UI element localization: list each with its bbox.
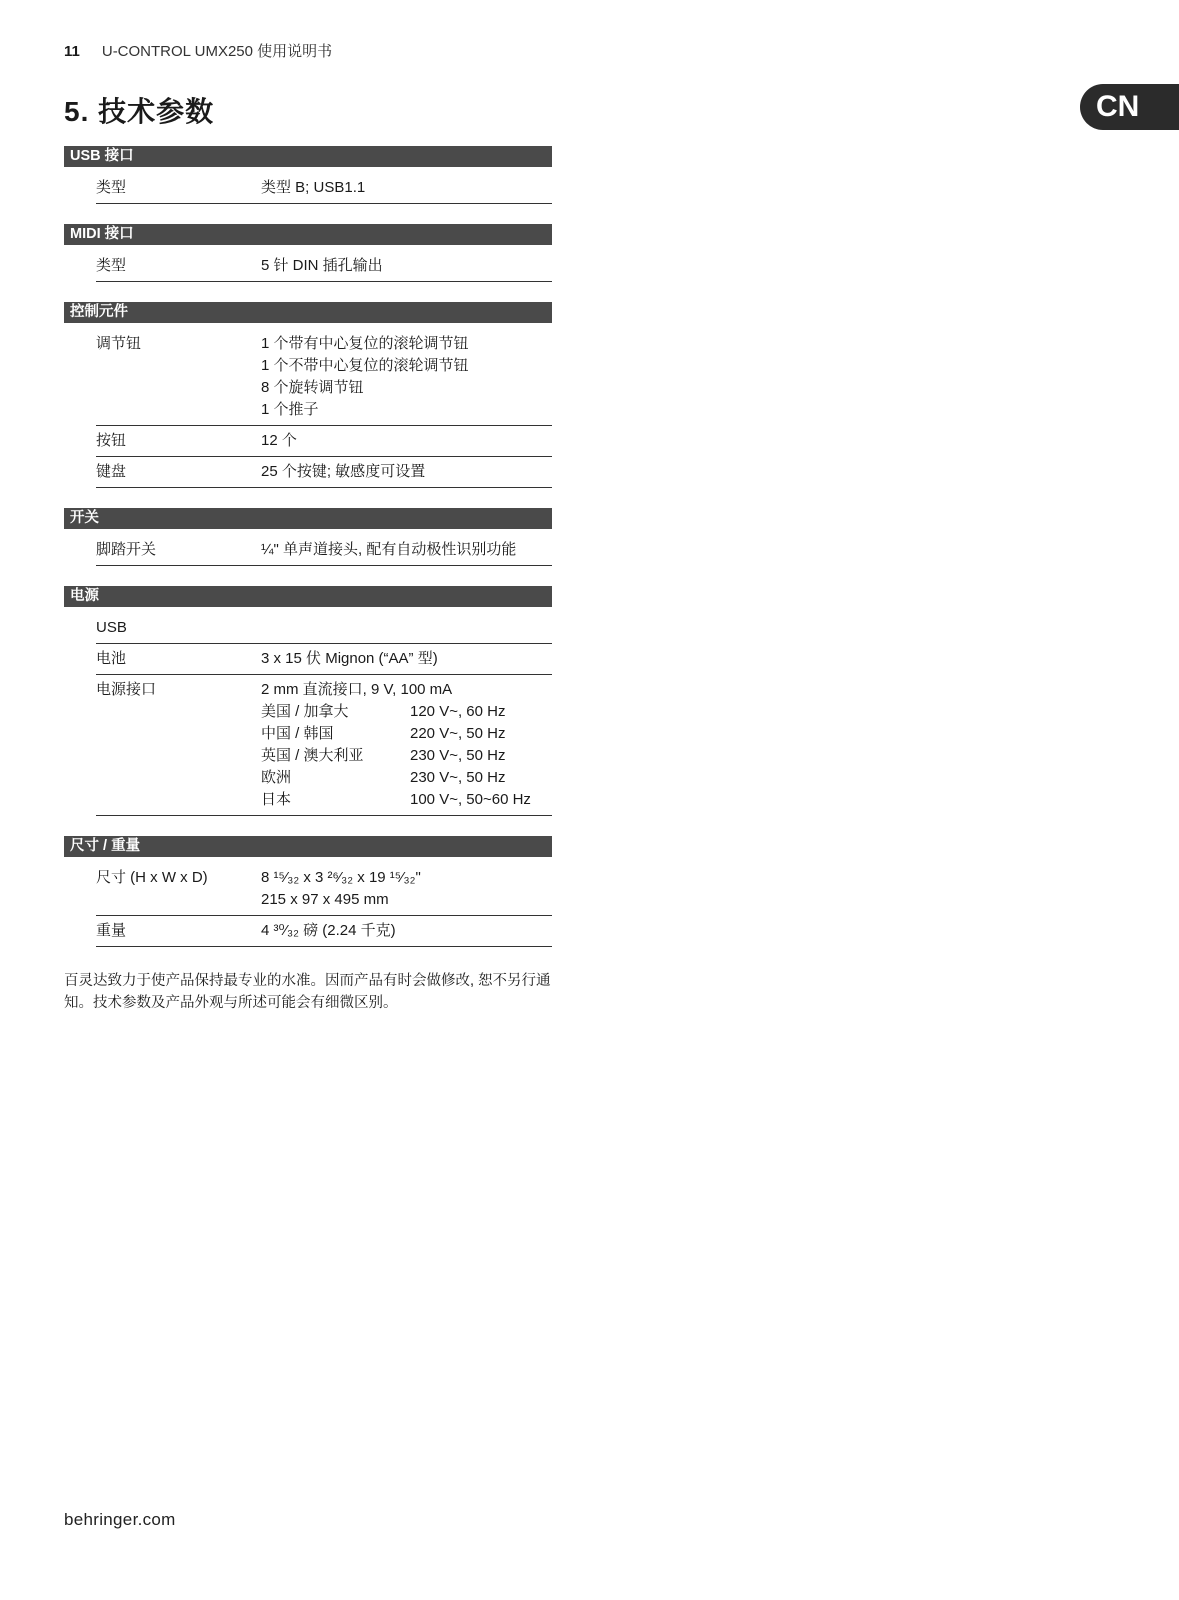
specifications-table — [64, 146, 552, 967]
spec-label: 电源接口 — [96, 681, 157, 698]
spec-value-line: 1 个带有中心复位的滚轮调节钮 — [261, 335, 469, 352]
spec-row — [96, 916, 552, 947]
spec-value-line: 25 个按键; 敏感度可设置 — [261, 463, 426, 480]
spec-label: 尺寸 (H x W x D) — [96, 869, 208, 886]
spec-row — [96, 863, 552, 916]
spec-group — [64, 836, 552, 947]
spec-value — [261, 255, 552, 277]
power-region-row — [261, 767, 552, 789]
spec-label: 调节钮 — [96, 335, 142, 352]
region-spec: 230 V~, 50 Hz — [410, 769, 506, 786]
spec-row — [96, 535, 552, 566]
spec-value-line: ¼" 单声道接头, 配有自动极性识别功能 — [261, 541, 517, 558]
spec-value-line: 8 ¹⁵⁄₃₂ x 3 ²⁶⁄₃₂ x 19 ¹⁵⁄₃₂" — [261, 869, 421, 886]
spec-group — [64, 586, 552, 816]
spec-value-line: 8 个旋转调节钮 — [261, 379, 364, 396]
spec-group-header: 电源 — [64, 586, 552, 607]
spec-value — [261, 867, 552, 911]
region-name: 中国 / 韩国 — [261, 725, 334, 742]
region-name: 日本 — [261, 791, 292, 808]
power-region-row — [261, 701, 552, 723]
spec-label: 类型 — [96, 179, 127, 196]
spec-group-header: 尺寸 / 重量 — [64, 836, 552, 857]
spec-row — [96, 329, 552, 426]
spec-row — [96, 457, 552, 488]
spec-value-line — [261, 617, 552, 639]
spec-group-header: 开关 — [64, 508, 552, 529]
spec-group-header: MIDI 接口 — [64, 224, 552, 245]
spec-value-line: 215 x 97 x 495 mm — [261, 891, 389, 908]
spec-value — [261, 461, 552, 483]
spec-value — [261, 648, 552, 670]
region-spec: 100 V~, 50~60 Hz — [410, 791, 531, 808]
spec-group — [64, 508, 552, 566]
spec-value-line: 1 个不带中心复位的滚轮调节钮 — [261, 357, 469, 374]
spec-label: 脚踏开关 — [96, 541, 157, 558]
spec-row — [96, 426, 552, 457]
power-region-row — [261, 723, 552, 745]
spec-value — [261, 920, 552, 942]
spec-value — [261, 177, 552, 199]
spec-row — [96, 251, 552, 282]
language-tab: CN — [1080, 84, 1179, 130]
spec-label: 按钮 — [96, 432, 127, 449]
page-number: 11 — [64, 43, 80, 60]
spec-value — [261, 430, 552, 452]
footer-brand-url: behringer.com — [64, 1510, 176, 1529]
spec-value-line: 类型 B; USB1.1 — [261, 179, 366, 196]
spec-value-line: 1 个推子 — [261, 401, 319, 418]
spec-label: 电池 — [96, 650, 127, 667]
spec-label: USB — [96, 619, 127, 636]
spec-value — [261, 679, 552, 811]
spec-label: 类型 — [96, 257, 127, 274]
spec-value-line: 5 针 DIN 插孔输出 — [261, 257, 383, 274]
spec-label: 重量 — [96, 922, 127, 939]
region-name: 欧洲 — [261, 769, 292, 786]
region-spec: 220 V~, 50 Hz — [410, 725, 506, 742]
region-spec: 230 V~, 50 Hz — [410, 747, 506, 764]
spec-value — [261, 539, 552, 561]
page-header — [64, 40, 332, 61]
spec-value-line: 4 ³⁰⁄₃₂ 磅 (2.24 千克) — [261, 922, 396, 939]
disclaimer-note: 百灵达致力于使产品保持最专业的水准。因而产品有时会做修改, 恕不另行通知。技术参数及产品外观与所述可能会有细微区别。 — [64, 973, 551, 1011]
document-title: U-CONTROL UMX250 使用说明书 — [101, 43, 333, 60]
spec-row — [96, 173, 552, 204]
section-title: 5. 技术参数 — [64, 96, 215, 127]
spec-value-line: 3 x 15 伏 Mignon (“AA” 型) — [261, 650, 438, 667]
region-spec: 120 V~, 60 Hz — [410, 703, 506, 720]
region-name: 美国 / 加拿大 — [261, 703, 349, 720]
spec-value — [261, 617, 552, 639]
spec-group — [64, 224, 552, 282]
spec-value-line: 12 个 — [261, 432, 297, 449]
spec-group-header: 控制元件 — [64, 302, 552, 323]
spec-group — [64, 302, 552, 488]
spec-group-header: USB 接口 — [64, 146, 552, 167]
power-region-row — [261, 745, 552, 767]
spec-row — [96, 675, 552, 816]
spec-value-line: 2 mm 直流接口, 9 V, 100 mA — [261, 681, 453, 698]
spec-row — [96, 613, 552, 644]
spec-row — [96, 644, 552, 675]
region-name: 英国 / 澳大利亚 — [261, 747, 364, 764]
power-region-row — [261, 789, 552, 811]
spec-label: 键盘 — [96, 463, 127, 480]
spec-value — [261, 333, 552, 421]
spec-group — [64, 146, 552, 204]
